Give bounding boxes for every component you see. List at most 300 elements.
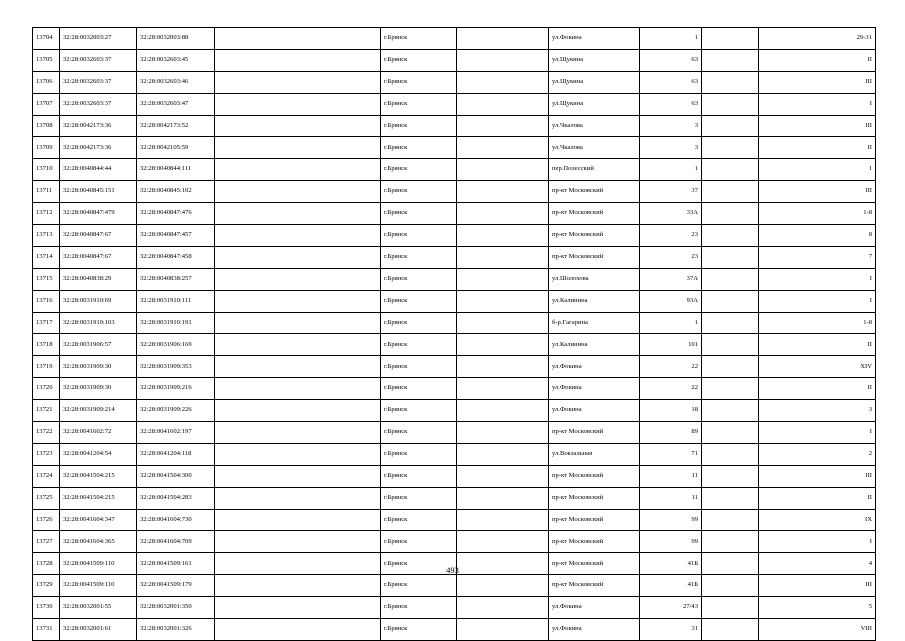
table-row [33, 422, 876, 444]
parcel-cadastral-number-cell: 32:28:0042173:36 [60, 137, 137, 159]
city-cell: г.Брянск [381, 93, 457, 115]
table-row [33, 137, 876, 159]
blank-cell [702, 137, 759, 159]
city-cell: г.Брянск [381, 71, 457, 93]
premises-number-cell: VIII [759, 619, 876, 641]
table-row [33, 443, 876, 465]
blank-cell [215, 334, 381, 356]
parcel-cadastral-number-cell: 32:28:0041504:215 [60, 465, 137, 487]
blank-cell [702, 400, 759, 422]
blank-cell [215, 487, 381, 509]
street-cell: ул.Щукина [549, 93, 640, 115]
blank-cell [702, 28, 759, 50]
parcel-cadastral-number-cell: 32:28:0031909:214 [60, 400, 137, 422]
blank-cell [457, 465, 549, 487]
blank-cell [702, 531, 759, 553]
parcel-cadastral-number-cell: 32:28:0040847:67 [60, 225, 137, 247]
street-cell: ул.Шолохова [549, 268, 640, 290]
page-number: 493 [446, 565, 459, 575]
parcel-cadastral-number-cell: 32:28:0040838:29 [60, 268, 137, 290]
object-cadastral-number-cell: 32:28:0041604:709 [137, 531, 215, 553]
blank-cell [457, 137, 549, 159]
house-number-cell: 99 [640, 531, 702, 553]
blank-cell [702, 225, 759, 247]
premises-number-cell: I [759, 268, 876, 290]
premises-number-cell: III [759, 575, 876, 597]
street-cell: ул.Калинина [549, 290, 640, 312]
premises-number-cell: I [759, 422, 876, 444]
blank-cell [702, 246, 759, 268]
house-number-cell: 101 [640, 334, 702, 356]
table-row [33, 290, 876, 312]
city-cell: г.Брянск [381, 246, 457, 268]
premises-number-cell: 4 [759, 553, 876, 575]
blank-cell [457, 49, 549, 71]
row-number-cell: 13717 [33, 312, 60, 334]
house-number-cell: 22 [640, 378, 702, 400]
blank-cell [702, 268, 759, 290]
blank-cell [215, 619, 381, 641]
street-cell: ул.Вокзальная [549, 443, 640, 465]
premises-number-cell: 8 [759, 225, 876, 247]
blank-cell [457, 334, 549, 356]
blank-cell [215, 509, 381, 531]
blank-cell [702, 356, 759, 378]
parcel-cadastral-number-cell: 32:28:0031910:69 [60, 290, 137, 312]
house-number-cell: 11 [640, 487, 702, 509]
city-cell: г.Брянск [381, 575, 457, 597]
blank-cell [215, 597, 381, 619]
object-cadastral-number-cell: 32:28:0032001:326 [137, 619, 215, 641]
street-cell: пер.Полесский [549, 159, 640, 181]
blank-cell [457, 71, 549, 93]
parcel-cadastral-number-cell: 32:28:0040847:67 [60, 246, 137, 268]
city-cell: г.Брянск [381, 334, 457, 356]
object-cadastral-number-cell: 32:28:0040844:111 [137, 159, 215, 181]
blank-cell [457, 378, 549, 400]
house-number-cell: 18 [640, 400, 702, 422]
city-cell: г.Брянск [381, 531, 457, 553]
table-row [33, 400, 876, 422]
blank-cell [457, 290, 549, 312]
street-cell: пр-кт Московский [549, 509, 640, 531]
house-number-cell: 89 [640, 422, 702, 444]
row-number-cell: 13708 [33, 115, 60, 137]
object-cadastral-number-cell: 32:28:0041604:730 [137, 509, 215, 531]
blank-cell [457, 312, 549, 334]
blank-cell [702, 181, 759, 203]
row-number-cell: 13711 [33, 181, 60, 203]
blank-cell [702, 378, 759, 400]
blank-cell [215, 422, 381, 444]
table-row [33, 203, 876, 225]
parcel-cadastral-number-cell: 32:28:0032603:37 [60, 71, 137, 93]
records-table-body [33, 28, 876, 641]
row-number-cell: 13712 [33, 203, 60, 225]
table-row [33, 312, 876, 334]
blank-cell [702, 422, 759, 444]
row-number-cell: 13722 [33, 422, 60, 444]
blank-cell [215, 400, 381, 422]
row-number-cell: 13730 [33, 597, 60, 619]
blank-cell [215, 71, 381, 93]
blank-cell [215, 531, 381, 553]
row-number-cell: 13705 [33, 49, 60, 71]
premises-number-cell: 3 [759, 400, 876, 422]
house-number-cell: 93А [640, 290, 702, 312]
blank-cell [702, 312, 759, 334]
street-cell: ул.Чкалова [549, 115, 640, 137]
blank-cell [215, 137, 381, 159]
city-cell: г.Брянск [381, 400, 457, 422]
object-cadastral-number-cell: 32:28:0032003:88 [137, 28, 215, 50]
blank-cell [702, 575, 759, 597]
parcel-cadastral-number-cell: 32:28:0042173:36 [60, 115, 137, 137]
object-cadastral-number-cell: 32:28:0032603:46 [137, 71, 215, 93]
row-number-cell: 13728 [33, 553, 60, 575]
street-cell: ул.Фокина [549, 28, 640, 50]
blank-cell [215, 268, 381, 290]
house-number-cell: 3 [640, 115, 702, 137]
blank-cell [215, 290, 381, 312]
table-row [33, 93, 876, 115]
house-number-cell: 63 [640, 71, 702, 93]
premises-number-cell: 2 [759, 443, 876, 465]
object-cadastral-number-cell: 32:28:0031909:226 [137, 400, 215, 422]
object-cadastral-number-cell: 32:28:0041602:197 [137, 422, 215, 444]
blank-cell [457, 115, 549, 137]
city-cell: г.Брянск [381, 137, 457, 159]
object-cadastral-number-cell: 32:28:0040847:458 [137, 246, 215, 268]
table-row [33, 225, 876, 247]
blank-cell [457, 203, 549, 225]
row-number-cell: 13724 [33, 465, 60, 487]
blank-cell [457, 619, 549, 641]
premises-number-cell: II [759, 334, 876, 356]
row-number-cell: 13731 [33, 619, 60, 641]
blank-cell [702, 597, 759, 619]
city-cell: г.Брянск [381, 203, 457, 225]
city-cell: г.Брянск [381, 115, 457, 137]
parcel-cadastral-number-cell: 32:28:0041509:110 [60, 575, 137, 597]
house-number-cell: 1 [640, 312, 702, 334]
house-number-cell: 37А [640, 268, 702, 290]
object-cadastral-number-cell: 32:28:0040845:102 [137, 181, 215, 203]
street-cell: пр-кт Московский [549, 203, 640, 225]
blank-cell [702, 487, 759, 509]
parcel-cadastral-number-cell: 32:28:0031910:103 [60, 312, 137, 334]
blank-cell [457, 268, 549, 290]
row-number-cell: 13718 [33, 334, 60, 356]
parcel-cadastral-number-cell: 32:28:0041504:215 [60, 487, 137, 509]
object-cadastral-number-cell: 32:28:0031910:191 [137, 312, 215, 334]
row-number-cell: 13710 [33, 159, 60, 181]
blank-cell [215, 312, 381, 334]
parcel-cadastral-number-cell: 32:28:0032603:37 [60, 49, 137, 71]
house-number-cell: 33А [640, 203, 702, 225]
street-cell: пр-кт Московский [549, 246, 640, 268]
blank-cell [702, 49, 759, 71]
parcel-cadastral-number-cell: 32:28:0041204:54 [60, 443, 137, 465]
city-cell: г.Брянск [381, 597, 457, 619]
street-cell: пр-кт Московский [549, 181, 640, 203]
blank-cell [702, 443, 759, 465]
row-number-cell: 13704 [33, 28, 60, 50]
blank-cell [215, 378, 381, 400]
street-cell: пр-кт Московский [549, 225, 640, 247]
table-row [33, 575, 876, 597]
premises-number-cell: 1 [759, 159, 876, 181]
city-cell: г.Брянск [381, 225, 457, 247]
row-number-cell: 13713 [33, 225, 60, 247]
table-row [33, 159, 876, 181]
table-row [33, 115, 876, 137]
city-cell: г.Брянск [381, 422, 457, 444]
table-row [33, 487, 876, 509]
object-cadastral-number-cell: 32:28:0041509:161 [137, 553, 215, 575]
house-number-cell: 1 [640, 28, 702, 50]
house-number-cell: 37 [640, 181, 702, 203]
premises-number-cell: 7 [759, 246, 876, 268]
parcel-cadastral-number-cell: 32:28:0031906:57 [60, 334, 137, 356]
street-cell: ул.Фокина [549, 597, 640, 619]
object-cadastral-number-cell: 32:28:0041504:300 [137, 465, 215, 487]
blank-cell [457, 575, 549, 597]
blank-cell [215, 575, 381, 597]
blank-cell [457, 93, 549, 115]
street-cell: пр-кт Московский [549, 575, 640, 597]
premises-number-cell: II [759, 487, 876, 509]
premises-number-cell: XIV [759, 356, 876, 378]
street-cell: ул.Калинина [549, 334, 640, 356]
parcel-cadastral-number-cell: 32:28:0031909:30 [60, 356, 137, 378]
city-cell: г.Брянск [381, 312, 457, 334]
street-cell: ул.Фокина [549, 356, 640, 378]
row-number-cell: 13725 [33, 487, 60, 509]
object-cadastral-number-cell: 32:28:0041204:118 [137, 443, 215, 465]
object-cadastral-number-cell: 32:28:0042173:52 [137, 115, 215, 137]
blank-cell [702, 290, 759, 312]
blank-cell [457, 181, 549, 203]
premises-number-cell: I [759, 93, 876, 115]
blank-cell [457, 400, 549, 422]
parcel-cadastral-number-cell: 32:28:0041604:365 [60, 531, 137, 553]
street-cell: пр-кт Московский [549, 553, 640, 575]
premises-number-cell: I [759, 290, 876, 312]
street-cell: б-р.Гагарина [549, 312, 640, 334]
parcel-cadastral-number-cell: 32:28:0032603:37 [60, 93, 137, 115]
row-number-cell: 13716 [33, 290, 60, 312]
city-cell: г.Брянск [381, 465, 457, 487]
blank-cell [215, 203, 381, 225]
parcel-cadastral-number-cell: 32:28:0040844:44 [60, 159, 137, 181]
object-cadastral-number-cell: 32:28:0040847:476 [137, 203, 215, 225]
blank-cell [702, 465, 759, 487]
blank-cell [215, 28, 381, 50]
blank-cell [457, 159, 549, 181]
row-number-cell: 13726 [33, 509, 60, 531]
blank-cell [215, 159, 381, 181]
row-number-cell: 13715 [33, 268, 60, 290]
parcel-cadastral-number-cell: 32:28:0041602:72 [60, 422, 137, 444]
city-cell: г.Брянск [381, 619, 457, 641]
table-row [33, 334, 876, 356]
blank-cell [457, 531, 549, 553]
house-number-cell: 71 [640, 443, 702, 465]
city-cell: г.Брянск [381, 159, 457, 181]
blank-cell [702, 93, 759, 115]
street-cell: пр-кт Московский [549, 531, 640, 553]
table-row [33, 181, 876, 203]
city-cell: г.Брянск [381, 290, 457, 312]
parcel-cadastral-number-cell: 32:28:0031909:30 [60, 378, 137, 400]
premises-number-cell: I [759, 531, 876, 553]
object-cadastral-number-cell: 32:28:0032603:45 [137, 49, 215, 71]
house-number-cell: 1 [640, 159, 702, 181]
blank-cell [215, 93, 381, 115]
premises-number-cell: III [759, 115, 876, 137]
table-row [33, 378, 876, 400]
street-cell: пр-кт Московский [549, 487, 640, 509]
city-cell: г.Брянск [381, 356, 457, 378]
house-number-cell: 22 [640, 356, 702, 378]
table-row [33, 597, 876, 619]
city-cell: г.Брянск [381, 49, 457, 71]
blank-cell [457, 597, 549, 619]
premises-number-cell: II [759, 378, 876, 400]
house-number-cell: 11 [640, 465, 702, 487]
object-cadastral-number-cell: 32:28:0032603:47 [137, 93, 215, 115]
table-row [33, 268, 876, 290]
row-number-cell: 13706 [33, 71, 60, 93]
premises-number-cell: 1-8 [759, 312, 876, 334]
blank-cell [215, 443, 381, 465]
object-cadastral-number-cell: 32:28:0031906:169 [137, 334, 215, 356]
street-cell: пр-кт Московский [549, 422, 640, 444]
records-table [32, 27, 876, 641]
city-cell: г.Брянск [381, 181, 457, 203]
object-cadastral-number-cell: 32:28:0040838:257 [137, 268, 215, 290]
street-cell: ул.Чкалова [549, 137, 640, 159]
house-number-cell: 3 [640, 137, 702, 159]
premises-number-cell: IX [759, 509, 876, 531]
parcel-cadastral-number-cell: 32:28:0040847:479 [60, 203, 137, 225]
row-number-cell: 13707 [33, 93, 60, 115]
blank-cell [702, 71, 759, 93]
house-number-cell: 63 [640, 93, 702, 115]
premises-number-cell: III [759, 465, 876, 487]
house-number-cell: 41Б [640, 553, 702, 575]
parcel-cadastral-number-cell: 32:28:0041604:347 [60, 509, 137, 531]
city-cell: г.Брянск [381, 553, 457, 575]
parcel-cadastral-number-cell: 32:28:0032003:27 [60, 28, 137, 50]
blank-cell [457, 246, 549, 268]
table-row [33, 71, 876, 93]
blank-cell [457, 28, 549, 50]
city-cell: г.Брянск [381, 268, 457, 290]
object-cadastral-number-cell: 32:28:0031910:111 [137, 290, 215, 312]
blank-cell [215, 115, 381, 137]
city-cell: г.Брянск [381, 28, 457, 50]
row-number-cell: 13729 [33, 575, 60, 597]
parcel-cadastral-number-cell: 32:28:0041509:110 [60, 553, 137, 575]
premises-number-cell: 1-8 [759, 203, 876, 225]
blank-cell [457, 422, 549, 444]
premises-number-cell: 29-31 [759, 28, 876, 50]
premises-number-cell: 5 [759, 597, 876, 619]
table-row [33, 509, 876, 531]
street-cell: ул.Щукина [549, 71, 640, 93]
blank-cell [215, 225, 381, 247]
blank-cell [702, 619, 759, 641]
blank-cell [457, 509, 549, 531]
object-cadastral-number-cell: 32:28:0042105:59 [137, 137, 215, 159]
house-number-cell: 31 [640, 619, 702, 641]
blank-cell [702, 115, 759, 137]
blank-cell [702, 334, 759, 356]
object-cadastral-number-cell: 32:28:0040847:457 [137, 225, 215, 247]
blank-cell [215, 356, 381, 378]
table-row [33, 246, 876, 268]
blank-cell [702, 203, 759, 225]
row-number-cell: 13709 [33, 137, 60, 159]
blank-cell [215, 465, 381, 487]
object-cadastral-number-cell: 32:28:0031909:216 [137, 378, 215, 400]
blank-cell [457, 487, 549, 509]
house-number-cell: 63 [640, 49, 702, 71]
table-row [33, 356, 876, 378]
house-number-cell: 23 [640, 225, 702, 247]
blank-cell [215, 181, 381, 203]
row-number-cell: 13720 [33, 378, 60, 400]
parcel-cadastral-number-cell: 32:28:0032001:55 [60, 597, 137, 619]
street-cell: ул.Фокина [549, 378, 640, 400]
blank-cell [702, 159, 759, 181]
street-cell: пр-кт Московский [549, 465, 640, 487]
premises-number-cell: II [759, 137, 876, 159]
premises-number-cell: II [759, 49, 876, 71]
blank-cell [457, 356, 549, 378]
city-cell: г.Брянск [381, 487, 457, 509]
house-number-cell: 41Б [640, 575, 702, 597]
table-row [33, 531, 876, 553]
city-cell: г.Брянск [381, 509, 457, 531]
row-number-cell: 13721 [33, 400, 60, 422]
table-row [33, 619, 876, 641]
street-cell: ул.Фокина [549, 619, 640, 641]
house-number-cell: 23 [640, 246, 702, 268]
city-cell: г.Брянск [381, 378, 457, 400]
object-cadastral-number-cell: 32:28:0041509:179 [137, 575, 215, 597]
premises-number-cell: III [759, 181, 876, 203]
row-number-cell: 13723 [33, 443, 60, 465]
row-number-cell: 13727 [33, 531, 60, 553]
blank-cell [215, 49, 381, 71]
blank-cell [457, 225, 549, 247]
house-number-cell: 99 [640, 509, 702, 531]
city-cell: г.Брянск [381, 443, 457, 465]
parcel-cadastral-number-cell: 32:28:0032001:61 [60, 619, 137, 641]
blank-cell [702, 509, 759, 531]
table-row [33, 49, 876, 71]
house-number-cell: 27/43 [640, 597, 702, 619]
table-row [33, 465, 876, 487]
row-number-cell: 13714 [33, 246, 60, 268]
blank-cell [215, 246, 381, 268]
row-number-cell: 13719 [33, 356, 60, 378]
premises-number-cell: III [759, 71, 876, 93]
blank-cell [457, 443, 549, 465]
